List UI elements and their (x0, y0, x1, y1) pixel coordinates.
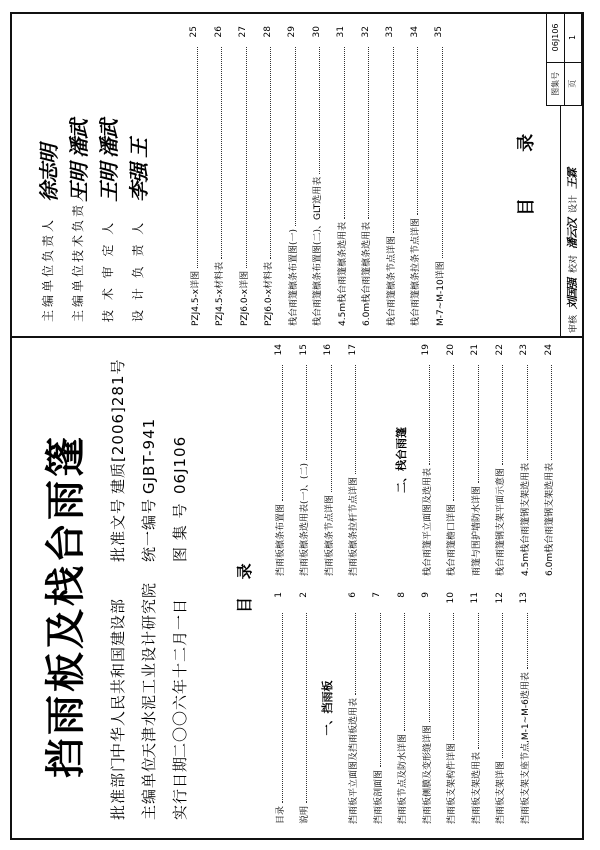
toc-leader-dots (282, 613, 283, 803)
toc-entry[interactable] (292, 592, 317, 824)
toc-entry-page: 29 (287, 26, 298, 38)
toc-entry-page: 16 (323, 344, 334, 356)
toc-section-heading: 二、栈台雨篷 (394, 427, 408, 493)
toc-entry[interactable] (463, 592, 488, 824)
toc-entry-title: 挡雨板支架详图 (496, 760, 507, 824)
toc-entry-page: 2 (298, 592, 309, 598)
toc-entry-page: 31 (336, 26, 347, 38)
toc-entry-title: 栈台雨篷檩条布置图(二)、GLT选用表 (313, 176, 324, 326)
toc-leader-dots (502, 365, 503, 465)
toc-entry[interactable] (427, 26, 452, 326)
toc-entry-title: 6.0m栈台雨篷檩条选用表 (362, 221, 373, 326)
toc-entry-title: 栈台雨篷檩条布置图(一) (288, 228, 299, 326)
unit-label: 主编单位 (140, 755, 158, 820)
toc-entry[interactable] (414, 344, 439, 576)
toc-entry-page: 22 (494, 344, 505, 356)
toc-leader-dots (453, 365, 454, 501)
toc-entry-page: 24 (543, 344, 554, 356)
toc-entry[interactable] (267, 344, 292, 576)
toc-leader-dots (295, 47, 296, 226)
contents-heading: 目 录 (516, 113, 537, 216)
toc-leader-dots (417, 47, 418, 215)
atlas-label: 图 集 号 (171, 502, 189, 562)
signature: 王明 潘武 (96, 120, 121, 202)
toc-entry-page: 35 (434, 26, 445, 38)
toc-entry-page: 15 (298, 344, 309, 356)
title-block-table (546, 12, 582, 106)
toc-leader-dots (380, 613, 381, 767)
toc-entry-page: 12 (494, 592, 505, 604)
dept-label: 批准部门 (109, 755, 127, 820)
toc-leader-dots (478, 365, 479, 483)
serial-label: 统一编号 (140, 497, 158, 562)
staff-row (62, 22, 92, 322)
check-signature: 潘云汉 (566, 218, 579, 249)
toc-entry[interactable] (305, 26, 330, 326)
toc-entry-page: 21 (470, 344, 481, 356)
toc-leader-dots (270, 47, 271, 259)
toc-entry[interactable] (256, 26, 281, 326)
toc-leader-dots (453, 613, 454, 740)
toc-entry-page: 30 (311, 26, 322, 38)
staff-row (122, 22, 152, 322)
toc-entry[interactable] (231, 26, 256, 326)
toc-entry[interactable] (207, 26, 232, 326)
toc-entry[interactable] (512, 344, 537, 576)
staff-label: 技 术 审 定 人 (100, 219, 115, 322)
toc-entry[interactable] (488, 344, 513, 576)
toc-entry[interactable] (439, 592, 464, 824)
toc-leader-dots (404, 613, 405, 731)
toc-entry-page: 20 (445, 344, 456, 356)
staff-list (32, 22, 152, 322)
toc-entry-title: 4.5m栈台雨篷钢支架选用表 (520, 462, 531, 576)
title-block (546, 12, 582, 106)
signature: 王明 潘武 (66, 120, 91, 202)
toc-entry[interactable] (341, 592, 366, 824)
toc-entry[interactable] (488, 592, 513, 824)
section-divider (12, 336, 582, 338)
toc-entry-title: 挡雨板侧膜及变形缝详图 (422, 724, 433, 824)
toc-leader-dots (502, 613, 503, 758)
toc-entry[interactable] (292, 344, 317, 576)
toc-entry-title: 6.0m栈台雨篷钢支架选用表 (545, 462, 556, 576)
check-label: 校对 (568, 254, 579, 273)
toc-entry-title: 挡雨板支架选用表 (471, 751, 482, 824)
toc-entry-title: PZJ4.5-x详图 (190, 270, 201, 326)
toc-leader-dots (355, 613, 356, 695)
toc-leader-dots (429, 613, 430, 722)
info-row-dept (102, 340, 133, 820)
toc-entry[interactable] (378, 26, 403, 326)
signature: 徐志明 (36, 145, 61, 202)
design-label: 设计 (568, 194, 579, 213)
toc-entry-page: 19 (421, 344, 432, 356)
tb-atlas-value: 06J106 (547, 13, 565, 63)
toc-entry-page: 26 (213, 26, 224, 38)
info-row-unit (133, 340, 164, 820)
document-title: 挡雨板及栈台雨篷 (42, 434, 89, 778)
doc-label: 批准文号 (109, 497, 127, 562)
date-label: 实行日期 (171, 755, 189, 820)
toc-entry-title: M-7~M-10详图 (435, 261, 446, 326)
toc-entry-title: 挡雨板支架构件详图 (447, 742, 458, 824)
toc-entry-title: 挡雨板檩条布置图 (275, 503, 286, 576)
toc-entry[interactable] (365, 592, 390, 824)
toc-entry-page: 13 (519, 592, 530, 604)
tb-atlas-label: 图集号 (547, 62, 565, 105)
toc-entry-title: PZJ4.5-x材料表 (215, 261, 226, 326)
tb-page-label: 页 (564, 62, 582, 105)
toc-entry-title: 雨篷与围护墙防水详图 (471, 485, 482, 576)
toc-entry-page: 14 (274, 344, 285, 356)
toc-entry-page: 23 (519, 344, 530, 356)
toc-entry-page: 34 (409, 26, 420, 38)
toc-entry[interactable] (280, 26, 305, 326)
toc-entry-title: 栈台雨篷檩条拉条节点详图 (411, 217, 422, 326)
toc-entry-title: 挡雨板檩条拉杆节点详图 (349, 476, 360, 576)
toc-column-2 (267, 344, 561, 576)
toc-entry-page: 17 (347, 344, 358, 356)
toc-entry-title: 栈台雨篷钢支架平面示意图 (496, 467, 507, 576)
toc-leader-dots (527, 365, 528, 460)
toc-entry[interactable] (414, 592, 439, 824)
toc-leader-dots (344, 47, 345, 219)
toc-leader-dots (527, 613, 528, 669)
atlas-value: 06J106 (170, 435, 189, 494)
toc-entry-title: 挡雨板节点及防水详图 (398, 733, 409, 824)
doc-value: 建质[2006]281号 (109, 358, 127, 494)
toc-leader-dots (429, 365, 430, 465)
toc-leader-dots (478, 613, 479, 749)
toc-entry-page: 27 (238, 26, 249, 38)
toc-entry-title: 目录 (275, 805, 286, 824)
toc-entry[interactable] (182, 26, 207, 326)
toc-leader-dots (306, 365, 307, 460)
toc-entry-title: 挡雨板平立面图及挡雨板选用表 (349, 697, 360, 824)
toc-entry[interactable] (403, 26, 428, 326)
toc-leader-dots (246, 47, 247, 268)
info-row-date (164, 340, 195, 820)
toc-leader-dots (221, 47, 222, 259)
toc-entry-page: 6 (347, 592, 358, 598)
toc-entry-title: 挡雨板剖面图 (373, 769, 384, 824)
toc-entry-title: 挡雨板檩条选用表(一)、(二) (300, 462, 311, 576)
toc-entry-title: PZJ6.0-x材料表 (264, 261, 275, 326)
toc-entry-page: 7 (372, 592, 383, 598)
contents-block (12, 12, 582, 336)
staff-label: 主编单位负责人 (40, 216, 55, 322)
toc-leader-dots (551, 365, 552, 460)
toc-entry-title: PZJ6.0-x详图 (239, 270, 250, 326)
toc-entry-title: 挡雨板檩条节点详图 (324, 494, 335, 576)
cover-block (12, 338, 582, 838)
rotated-sheet (12, 12, 582, 838)
design-signature: 王霖 (566, 168, 579, 189)
toc-leader-dots (368, 47, 369, 219)
signature: 李强 王 (126, 139, 151, 202)
staff-row (32, 22, 62, 322)
toc-entry-page: 8 (396, 592, 407, 598)
toc-entry[interactable] (341, 344, 366, 576)
toc-entry[interactable] (390, 592, 415, 824)
tb-page-value: 1 (564, 13, 582, 63)
toc-leader-dots (331, 365, 332, 492)
toc-column-3 (182, 26, 452, 326)
toc-entry[interactable] (354, 26, 379, 326)
toc-entry-title: 挡雨板支架支座节点,M-1~M-6选用表 (520, 672, 531, 824)
unit-value: 天津水泥工业设计研究院 (140, 581, 158, 758)
date-value: 二〇〇六年十二月一日 (171, 597, 189, 758)
toc-leader-dots (197, 47, 198, 268)
review-signature: 刘国强 (566, 278, 579, 309)
toc-entry-page: 28 (262, 26, 273, 38)
toc-entry-page: 33 (385, 26, 396, 38)
toc-leader-dots (282, 365, 283, 501)
toc-entry-title: 栈台雨篷平立面图及选用表 (422, 467, 433, 576)
toc-entry[interactable] (267, 592, 292, 824)
toc-entry-title: 栈台雨篷檐口详图 (447, 503, 458, 576)
toc-entry-page: 32 (360, 26, 371, 38)
sign-strip (560, 106, 583, 336)
toc-entry-page: 11 (470, 592, 481, 604)
toc-entry[interactable] (439, 344, 464, 576)
toc-entry-title: 4.5m栈台雨篷檩条选用表 (337, 221, 348, 326)
toc-entry-page: 25 (189, 26, 200, 38)
toc-entry-page: 9 (421, 592, 432, 598)
staff-label: 主编单位技术负责人 (70, 186, 85, 322)
staff-row (92, 22, 122, 322)
toc-leader-dots (306, 613, 307, 803)
toc-entry[interactable] (463, 344, 488, 576)
toc-entry[interactable] (365, 344, 390, 576)
dept-value: 中华人民共和国建设部 (109, 597, 127, 758)
toc-title: 目 录 (235, 557, 254, 613)
toc-entry[interactable] (316, 344, 341, 576)
toc-leader-dots (442, 47, 443, 258)
toc-section-heading: 一、挡雨板 (321, 680, 334, 736)
toc-entry-page: 1 (274, 592, 285, 598)
toc-entry[interactable] (512, 592, 537, 824)
review-label: 审核 (568, 314, 579, 333)
approval-info (102, 340, 195, 820)
toc-entry[interactable] (329, 26, 354, 326)
toc-leader-dots (355, 365, 356, 474)
toc-entry-page: 10 (445, 592, 456, 604)
toc-entry[interactable] (537, 344, 562, 576)
toc-entry-title: 说明 (300, 805, 311, 824)
toc-column-1 (267, 592, 537, 824)
serial-value: GJBT-941 (139, 417, 158, 494)
staff-label: 设 计 负 责 人 (130, 219, 145, 322)
toc-entry-title: 栈台雨篷檩条节点详图 (386, 235, 397, 326)
toc-leader-dots (319, 47, 320, 174)
toc-leader-dots (393, 47, 394, 233)
